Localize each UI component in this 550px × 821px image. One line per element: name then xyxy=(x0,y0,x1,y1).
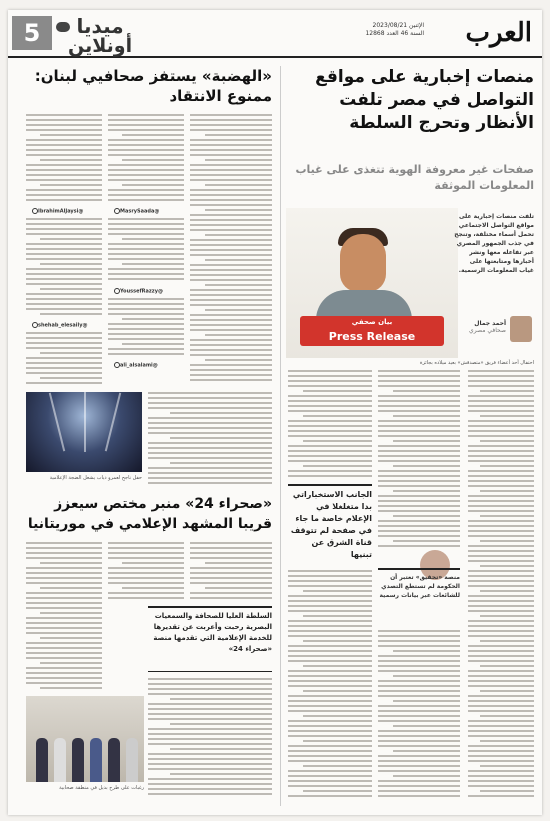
meeting-photo-caption: رغبات على طرح بديل في منطقة صحابية xyxy=(59,785,144,791)
issue-line: السنة 46 العدد 12868 xyxy=(365,30,424,37)
pull-quote-mid: الجانب الاستخباراتي بدا متغلغلا في الإعلام خاصة ما جاء في صفحة لم تتوقف قناة الشرق عن تبنيها xyxy=(288,484,372,561)
author-avatar xyxy=(510,316,532,342)
photo-person xyxy=(108,738,120,782)
handle-text: @shehab_elesaily xyxy=(38,322,88,329)
body-text-column xyxy=(148,678,272,800)
body-text-column xyxy=(148,392,272,488)
stage-light xyxy=(84,392,86,452)
main-subheadline: صفحات غير معروفة الهوية تتغذى على غياب المعلومات الموثقة xyxy=(295,163,534,192)
twitter-handle xyxy=(30,208,83,215)
concert-photo xyxy=(26,392,142,472)
handle-text: @IbrahimAlJaysi xyxy=(38,208,84,215)
newspaper-logo: العرب xyxy=(465,18,532,48)
author-role: صحافي مصري xyxy=(469,327,506,334)
concert-photo-caption: حفل ناجح لعمرو دياب يشعل الضجة الإعلامية xyxy=(49,475,142,481)
column-divider xyxy=(280,66,281,806)
body-text-column xyxy=(190,542,272,602)
stage-light xyxy=(105,393,121,452)
body-text-column xyxy=(108,218,184,284)
twitter-handle xyxy=(112,208,159,215)
newspaper-page xyxy=(8,10,542,815)
press-release-banner xyxy=(300,316,444,346)
meeting-photo xyxy=(26,696,144,782)
twitter-handle xyxy=(112,288,163,295)
body-text-column xyxy=(190,114,272,384)
body-text-column xyxy=(108,114,184,204)
handle-text: @YoussefRazzy xyxy=(120,288,163,295)
author-name xyxy=(469,320,506,334)
body-text-column xyxy=(108,298,184,358)
page-header xyxy=(8,10,542,58)
stage-light xyxy=(49,393,65,452)
photo-face xyxy=(340,234,386,292)
sahra-highlight-box: السلطة العليا للصحافة والسمعيات البصرية رحبت وأعربت عن تقديرها للخدمة الإعلامية التي تقدمها منصة «صحراء 24» xyxy=(148,606,272,672)
section-line-2: أونلاين xyxy=(68,35,133,57)
body-text-column xyxy=(26,218,102,318)
date-block xyxy=(365,22,424,38)
body-text-column xyxy=(108,542,184,602)
lead-paragraph: تلفت منصات إخبارية على مواقع التواصل الاجتماعي تحمل أسماء مختلفة، وتنجح في جذب الجمهور المصري عبر تفاعله معها ونشر أخبارها ومتابعتها على غياب المعلومات الرسمية. xyxy=(454,213,534,274)
photo-person xyxy=(126,738,138,782)
author-name-text: أحمد جمال xyxy=(474,320,506,327)
section-title xyxy=(68,16,132,56)
section-line-1: ميديا xyxy=(76,14,124,38)
date-line: الإثنين 2023/08/21 xyxy=(372,22,424,29)
speech-bubble-icon xyxy=(56,22,70,32)
pull-quote-bottom: منصة «تحقيق» تعتبر أن الحكومة لم تستطع التصدي للشائعات عبر بيانات رسمية xyxy=(378,568,460,600)
main-headline: منصات إخبارية على مواقع التواصل في مصر تلفت الأنظار وتحرج السلطة xyxy=(315,67,534,133)
handle-text: @ali_alsalami xyxy=(120,362,158,369)
sahra-headline: «صحراء 24» منبر مختص سيعزز قريبا المشهد الإعلامي في موريتانيا xyxy=(27,496,272,532)
left-headline: «الهضبة» يستفز صحافيي لبنان: ممنوع الانتقاد xyxy=(34,67,272,105)
press-release-photo xyxy=(286,208,458,358)
body-text-column xyxy=(26,332,102,388)
body-text-column xyxy=(26,542,102,692)
photo-person xyxy=(36,738,48,782)
press-release-english: Press Release xyxy=(328,330,416,343)
body-text-column xyxy=(378,630,460,800)
photo-person xyxy=(72,738,84,782)
twitter-handle xyxy=(112,362,158,369)
body-text-column xyxy=(288,370,372,480)
press-release-arabic: بيان صحفي xyxy=(351,318,393,326)
body-text-column xyxy=(288,570,372,800)
handle-text: @MasrySaada xyxy=(120,208,160,215)
photo-person xyxy=(54,738,66,782)
photo-person xyxy=(90,738,102,782)
twitter-handle xyxy=(30,322,87,329)
body-text-column xyxy=(26,114,102,204)
body-text-column xyxy=(468,370,534,800)
page-number: 5 xyxy=(12,16,52,50)
press-photo-caption: احتفال أحد أعضاء فريق «متصدقش» بعيد ميلاده بجائزة xyxy=(419,360,534,366)
body-text-column xyxy=(378,370,460,550)
